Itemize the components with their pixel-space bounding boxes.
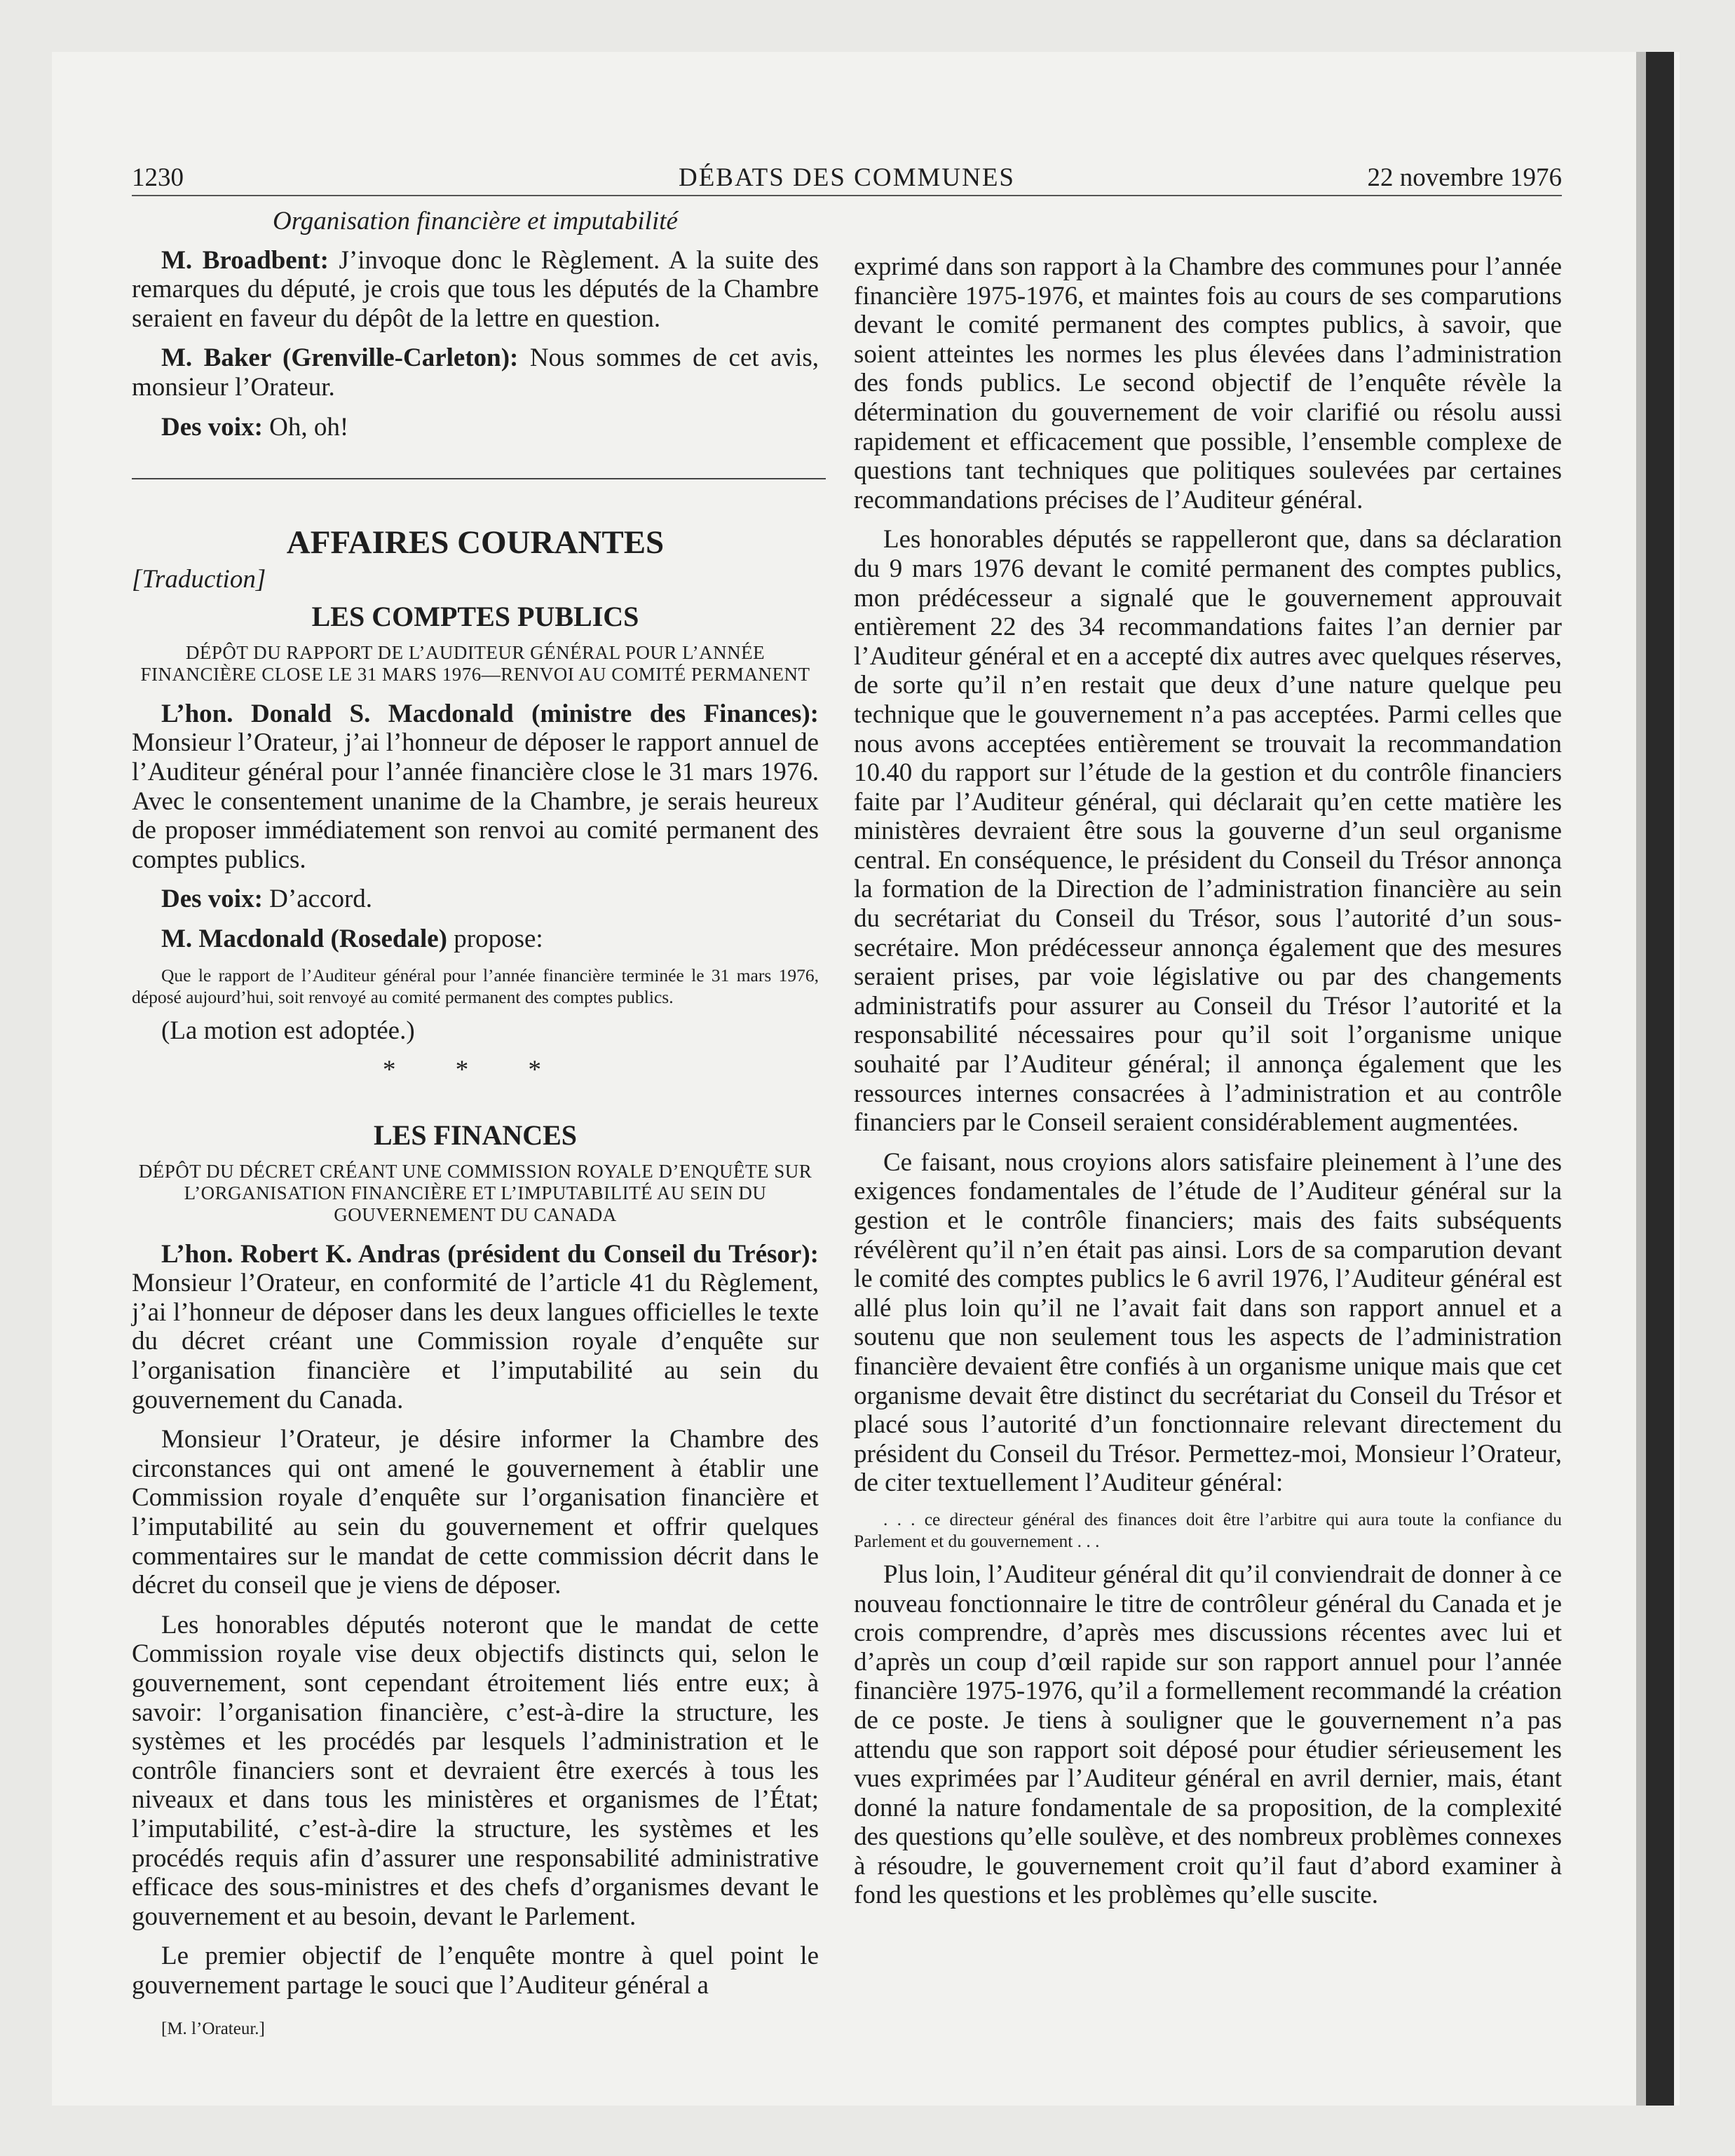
speech-text: Monsieur l’Orateur, j’ai l’honneur de déposer le rapport annuel de l’Auditeur général pour l’année financière close le 31 mars 1976. Avec le consentement unanime de la Chambre, je serais heureux de proposer immédiatement son renvoi au comité permanent des comptes publics. <box>132 728 819 874</box>
paragraph: Ce faisant, nous croyions alors satisfaire pleinement à l’une des exigences fondamentales de l’étude de l’Auditeur général sur la gestion et le contrôle financiers; mais des faits subséquents révélèrent qu’il n’en était pas ainsi. Lors de sa comparution devant le comité des comptes publics le 6 avril 1976, l’Auditeur général est allé plus loin qu’il ne l’avait fait dans son rapport annuel et a soutenu que non seulement tous les aspects de l’administration financière devaient être confiés à un organisme unique mais que cet organisme devait être distinct du secrétariat du Conseil du Trésor et placé sous l’autorité d’un fonctionnaire relevant directement du président du Conseil du Trésor. Permettez-moi, Monsieur l’Orateur, de citer textuellement l’Auditeur général: <box>854 1147 1562 1498</box>
scan-edge-shadow <box>1636 52 1646 2106</box>
speaker-name: L’hon. Donald S. Macdonald (ministre des Finances): <box>161 699 819 728</box>
speaker-name: L’hon. Robert K. Andras (président du Conseil du Trésor): <box>161 1239 819 1269</box>
paragraph: Les honorables députés noteront que le mandat de cette Commission royale vise deux objectifs distincts qui, selon le gouvernement, sont cependant étroitement liés entre eux; à savoir: l’organisation financière, c’est-à-dire la structure, les systèmes et les procédés par lesquels l’administration et le contrôle financiers sont et devraient être exercés à tous les niveaux et dans tous les ministères et organismes de l’État; l’imputabilité, c’est-à-dire la structure, les systèmes et les procédés requis afin d’assurer une responsabilité administrative efficace des sous-ministres et des chefs d’organismes devant le gouvernement et au besoin, devant le Parlement. <box>132 1610 819 1931</box>
speaker-name: Des voix: <box>161 412 263 442</box>
section-heading: AFFAIRES COURANTES <box>286 524 665 561</box>
paragraph: Plus loin, l’Auditeur général dit qu’il conviendrait de donner à ce nouveau fonctionnaire le titre de contrôleur général du Canada et je crois comprendre, d’après mes discussions récentes avec lui et d’après un coup d’œil rapide sur son rapport annuel pour l’année financière 1975-1976, qu’il a formellement recommandé la création de ce poste. Je tiens à souligner que le gouvernement n’a pas attendu que son rapport soit déposé pour étudier sérieusement les vues exprimées par l’Auditeur général en avril dernier, mais, étant donné la nature fondamentale de sa proposition, de la complexité des questions qu’elle soulève, et des nombreux problèmes connexes à résoudre, le gouvernement croit qu’il faut d’abord examiner à fond les questions et les problèmes qu’elle suscite. <box>854 1560 1562 1910</box>
speaker-footer-note: [M. l’Orateur.] <box>161 2019 265 2038</box>
motion-result: (La motion est adoptée.) <box>161 1016 415 1045</box>
right-column <box>854 252 1562 1920</box>
speaker-name: M. Broadbent: <box>161 245 329 275</box>
publication-title: DÉBATS DES COMMUNES <box>678 163 1015 192</box>
page-number: 1230 <box>132 163 184 192</box>
paragraph <box>132 700 819 875</box>
paragraph: Les honorables députés se rappelleront que, dans sa déclaration du 9 mars 1976 devant le comité permanent des comptes publics, mon prédécesseur a signalé que le gouvernement approuvait entièrement 22 des 34 recommandations faites l’an dernier par l’Auditeur général et en a accepté dix autres avec quelques réserves, de sorte qu’il n’en restait que deux d’une nature quelque peu technique que le gouvernement n’a pas acceptées. Parmi celles que nous avons acceptées entièrement se trouvait la recommandation 10.40 du rapport sur l’étude de la gestion et du contrôle financiers faite par l’Auditeur général, qui déclarait qu’en cette matière les ministères devraient être sous la gouverne d’un seul organisme central. En conséquence, le président du Conseil du Trésor annonça la formation de la Direction de l’administration financière au sein du secrétariat du Conseil du Trésor, sous l’autorité d’un sous-secrétaire. Mon prédécesseur annonça également que des mesures seraient prises, par voie législative ou par des changements administratifs pour assurer au Conseil du Trésor l’autorité et la responsabilité nécessaires pour qu’il soit l’organisme unique souhaité par l’Auditeur général; il annonça également que les ressources internes consacrées à l’administration et au contrôle financiers par le Conseil seraient considérablement augmentées. <box>854 525 1562 1138</box>
subsection-heading: LES FINANCES <box>373 1119 578 1151</box>
translation-note: [Traduction] <box>132 565 266 594</box>
paragraph: Le premier objectif de l’enquête montre à quel point le gouvernement partage le souci que l’Auditeur général a <box>132 1942 819 2000</box>
paragraph: exprimé dans son rapport à la Chambre des communes pour l’année financière 1975-1976, et maintes fois au cours de ses comparutions devant le comité permanent des comptes publics, à savoir, que soient atteintes les normes les plus élevées dans l’administration des fonds publics. Le second objectif de l’enquête révèle la détermination du gouvernement de voir clarifié ou résolu aussi rapidement et efficacement que possible, l’ensemble complexe de questions tant techniques que politiques soulevées par certaines recommandations précises de l’Auditeur général. <box>854 252 1562 514</box>
paragraph <box>132 343 819 402</box>
paragraph <box>132 925 819 954</box>
speaker-name: Des voix: <box>161 885 263 914</box>
left-column <box>132 207 819 2043</box>
section-separator: * * * <box>383 1056 568 1085</box>
paragraph: Monsieur l’Orateur, je désire informer la Chambre des circonstances qui ont amené le gouvernement à établir une Commission royale d’enquête sur l’organisation financière et l’imputabilité au sein du gouvernement et offrir quelques commentaires sur le mandat de cette commission décrit dans le décret du conseil que je viens de déposer. <box>132 1425 819 1600</box>
speech-text: propose: <box>447 924 543 953</box>
subsection-subheading: DÉPÔT DU RAPPORT DE L’AUDITEUR GÉNÉRAL POUR L’ANNÉE FINANCIÈRE CLOSE LE 31 MARS 1976—RENVOI AU COMITÉ PERMANENT <box>140 641 810 685</box>
speaker-name: M. Baker (Grenville-Carleton): <box>161 343 519 373</box>
speech-text: Monsieur l’Orateur, en conformité de l’article 41 du Règlement, j’ai l’honneur de déposer dans les deux langues officielles le texte du décret créant une Commission royale d’enquête sur l’organisation financière et l’imputabilité au sein du gouvernement du Canada. <box>132 1269 819 1414</box>
publication-date: 22 novembre 1976 <box>1367 163 1562 192</box>
section-divider <box>132 478 826 479</box>
paragraph <box>132 413 819 442</box>
speech-text: D’accord. <box>262 885 373 914</box>
speech-text: Nous sommes de cet avis, monsieur l’Orateur. <box>132 343 819 402</box>
header-rule <box>132 195 1562 196</box>
paragraph <box>132 885 819 914</box>
speaker-name: M. Macdonald (Rosedale) <box>161 924 447 953</box>
speech-text: J’invoque donc le Règlement. A la suite des remarques du député, je crois que tous les députés de la Chambre seraient en faveur du dépôt de la lettre en question. <box>132 245 819 333</box>
page-header <box>132 158 1562 198</box>
scan-edge-border <box>1646 52 1674 2106</box>
section-subtitle: Organisation financière et imputabilité <box>273 207 678 236</box>
speech-text: Oh, oh! <box>262 412 349 442</box>
paragraph <box>132 1240 819 1415</box>
subsection-subheading: DÉPÔT DU DÉCRET CRÉANT UNE COMMISSION ROYALE D’ENQUÊTE SUR L’ORGANISATION FINANCIÈRE ET L’IMPUTABILITÉ AU SEIN DU GOUVERNEMENT DU CANADA <box>138 1160 812 1225</box>
block-quote: . . . ce directeur général des finances doit être l’arbitre qui aura toute la confiance du Parlement et du gouvernement . . . <box>854 1508 1562 1551</box>
motion-text: Que le rapport de l’Auditeur général pour l’année financière terminée le 31 mars 1976, déposé aujourd’hui, soit renvoyé au comité permanent des comptes publics. <box>132 964 819 1007</box>
subsection-heading: LES COMPTES PUBLICS <box>311 600 639 632</box>
paragraph <box>132 246 819 334</box>
